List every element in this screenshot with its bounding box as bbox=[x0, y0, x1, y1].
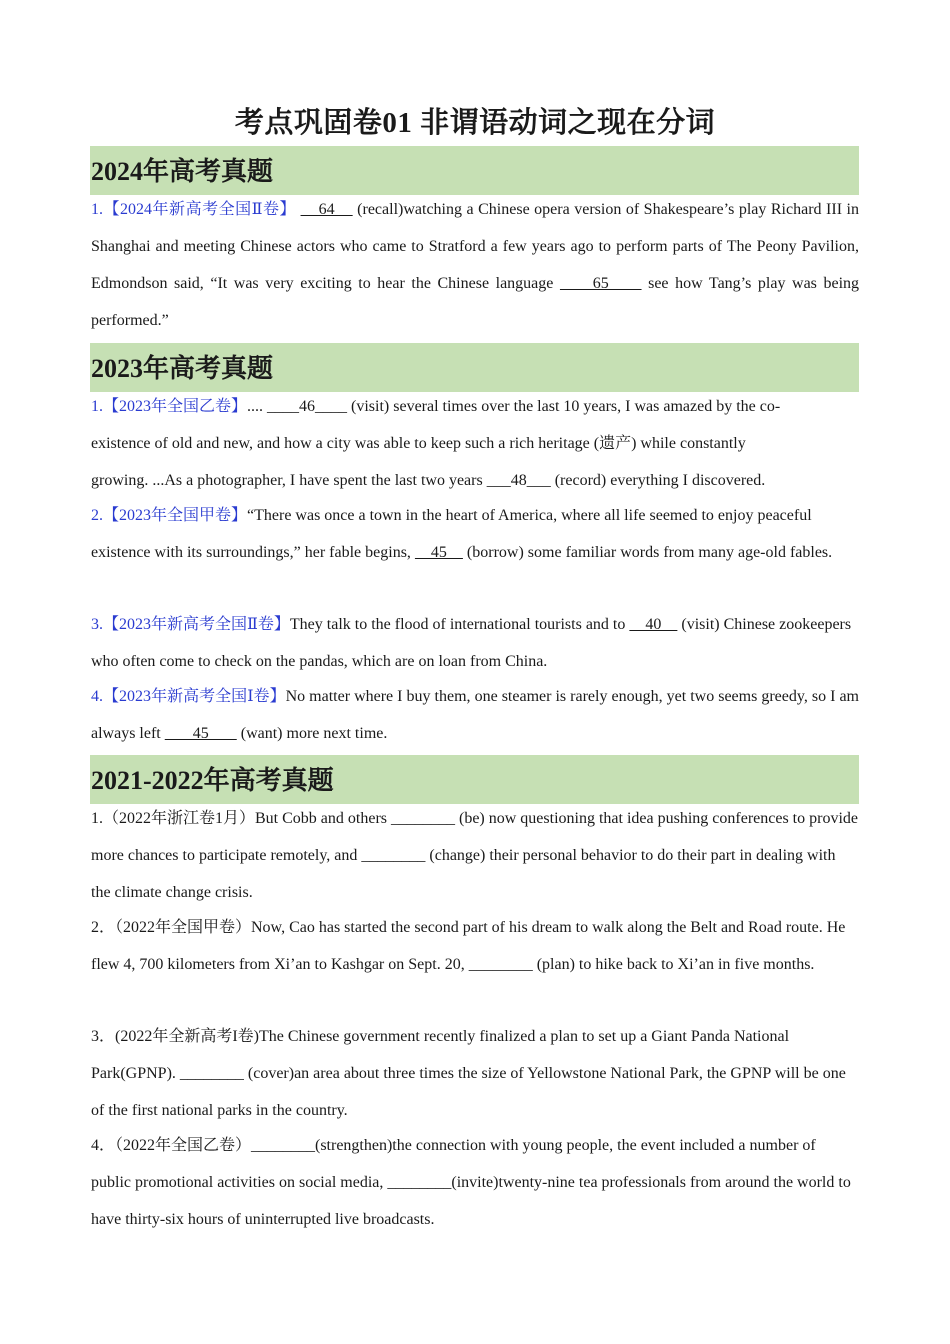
question-number: 2. bbox=[91, 507, 103, 524]
question-text: “There was once a town in the heart of America, where all life seemed to enjoy peaceful existence with its surroundings,” her fable begins, bbox=[91, 507, 812, 561]
question-text: (want) more next time. bbox=[236, 725, 388, 742]
question-source: 【2023年全国乙卷】 bbox=[103, 398, 248, 415]
question-text: see how Tang’s play was being performed.” bbox=[91, 275, 860, 329]
question-text: They talk to the flood of international tourists and to bbox=[289, 616, 630, 633]
answer-blank: 64 bbox=[300, 201, 353, 218]
question-2023-3 bbox=[91, 606, 859, 680]
question-text: No matter where I buy them, one steamer is rarely enough, yet two seems greedy, so I am always left bbox=[91, 688, 860, 742]
question-text: .... ____46____ (visit) several times over the last 10 years, I was amazed by the co-existence of old and new, and how a city was able to keep such a rich heritage (遗产) while constantly bbox=[91, 398, 781, 452]
question-2024-1 bbox=[91, 191, 859, 339]
question-2023-1 bbox=[91, 388, 831, 499]
question-2022-1: 1.（2022年浙江卷1月）But Cobb and others ________ (be) now questioning that idea pushing conferences to provide more chances to participate remotely, and ________ (change) their personal behavior to do their part in dealing with the climate change crisis. bbox=[91, 810, 858, 901]
answer-blank: 45 bbox=[164, 725, 237, 742]
question-number: 1. bbox=[91, 398, 103, 415]
question-text: growing. ...As a photographer, I have spent the last two years ___48___ (record) everything I discovered. bbox=[91, 472, 766, 489]
question-number: 1. bbox=[91, 201, 103, 218]
question-2022-4: 4．（2022年全国乙卷）________(strengthen)the connection with young people, the event included a number of public promotional activities on social media, ________(invite)twenty-nine tea professionals from around the world to have thirty-six hours of uninterrupted live broadcasts. bbox=[91, 1137, 851, 1228]
question-text: (visit) Chinese zookeepers who often come to check on the pandas, which are on loan from China. bbox=[91, 616, 852, 670]
answer-blank: 40 bbox=[629, 616, 678, 633]
question-2023-2 bbox=[91, 497, 859, 571]
question-source: 【2023年全国甲卷】 bbox=[103, 507, 248, 524]
question-2023-4 bbox=[91, 678, 859, 752]
answer-blank: 65 bbox=[559, 275, 642, 292]
question-source: 【2023年新高考全国Ⅰ卷】 bbox=[103, 688, 286, 705]
section-heading-2023: 2023年高考真题 bbox=[90, 343, 859, 392]
question-number: 3. bbox=[91, 616, 103, 633]
question-source: 【2023年新高考全国Ⅱ卷】 bbox=[103, 616, 290, 633]
question-number: 4. bbox=[91, 688, 103, 705]
question-2022-2: 2．（2022年全国甲卷）Now, Cao has started the second part of his dream to walk along the Belt and Road route. He flew 4, 700 kilometers from Xi’an to Kashgar on Sept. 20, ________ (plan) to hike back to Xi’an in five months. bbox=[91, 919, 846, 973]
question-2022-3: 3．(2022年全新高考I卷)The Chinese government recently finalized a plan to set up a Giant Panda National Park(GPNP). ________ (cover)an area about three times the size of Yellowstone National Park, the GPNP will be one of the first national parks in the country. bbox=[91, 1028, 846, 1119]
question-text: (borrow) some familiar words from many age-old fables. bbox=[462, 544, 833, 561]
question-source: 【2024年新高考全国Ⅱ卷】 bbox=[103, 201, 297, 218]
section-heading-2021-2022: 2021-2022年高考真题 bbox=[90, 755, 859, 804]
answer-blank: 45 bbox=[414, 544, 463, 561]
page-title: 考点巩固卷01 非谓语动词之现在分词 bbox=[234, 107, 716, 139]
question-text: (recall)watching a Chinese opera version of Shakespeare’s play Richard III in Shanghai and meeting Chinese actors who came to Stratford a few years ago to perform parts of The Peony Pavilion, Edmondson said, “It was very exciting to hear the Chinese language bbox=[91, 201, 859, 292]
section-heading-2024: 2024年高考真题 bbox=[90, 146, 859, 195]
